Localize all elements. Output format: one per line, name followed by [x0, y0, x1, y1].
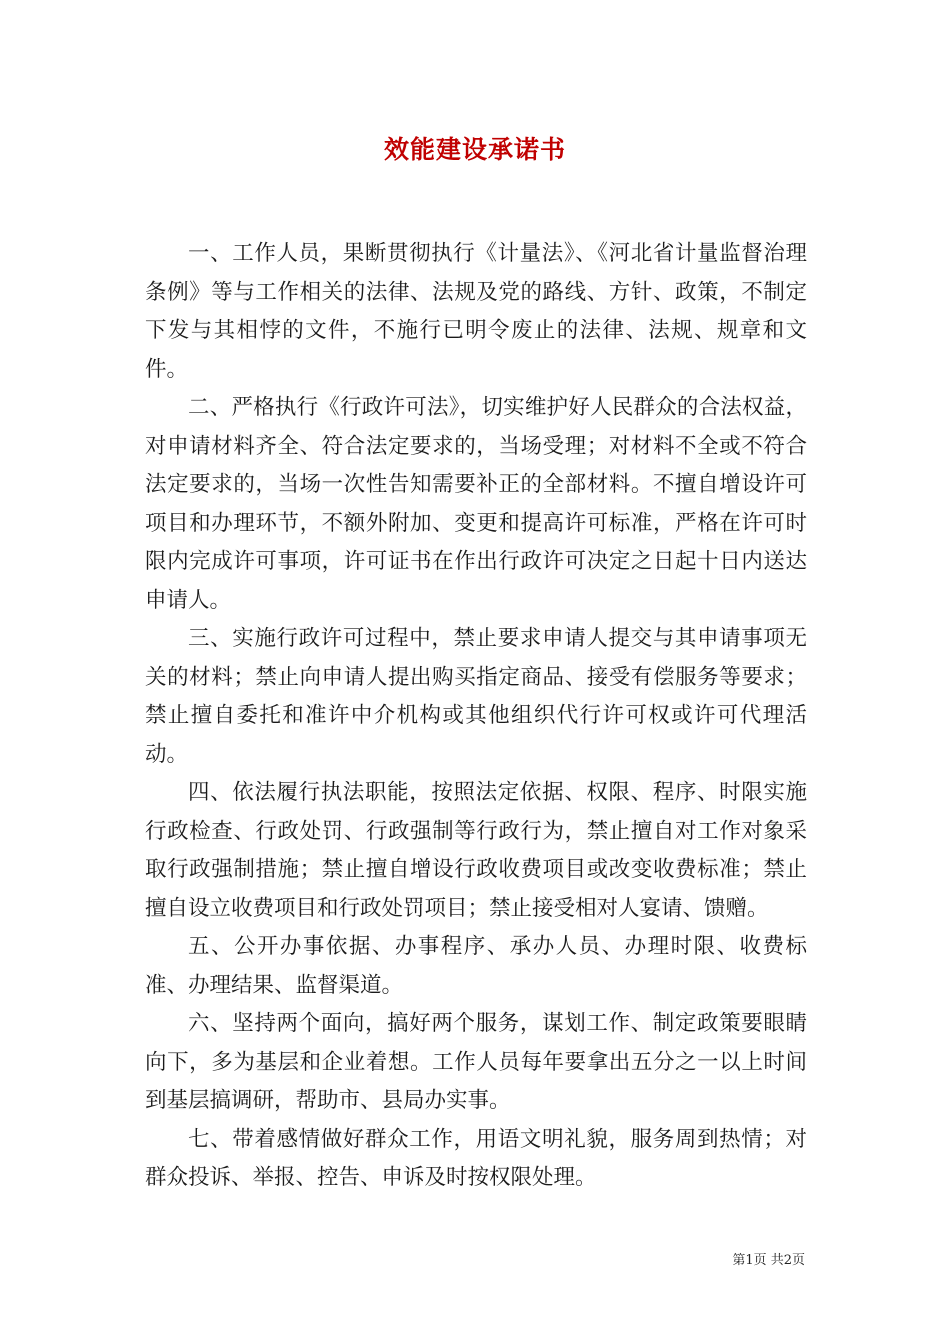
paragraph-2: 二、严格执行《行政许可法》，切实维护好人民群众的合法权益，对申请材料齐全、符合法定要求的，当场受理；对材料不全或不符合法定要求的，当场一次性告知需要补正的全部材料。不擅自增设许可项目和办理环节，不额外附加、变更和提高许可标准，严格在许可时限内完成许可事项，许可证书在作出行政许可决定之日起十日内送达申请人。: [145, 395, 807, 613]
paragraph-4: 四、依法履行执法职能，按照法定依据、权限、程序、时限实施行政检查、行政处罚、行政强制等行政行为，禁止擅自对工作对象采取行政强制措施；禁止擅自增设行政收费项目或改变收费标准；禁止擅自设立收费项目和行政处罚项目；禁止接受相对人宴请、馈赠。: [145, 780, 807, 921]
page-number: 第1页 共2页: [732, 1253, 805, 1268]
paragraph-1: 一、工作人员，果断贯彻执行《计量法》、《河北省计量监督治理条例》等与工作相关的法律、法规及党的路线、方针、政策，不制定下发与其相悖的文件，不施行已明令废止的法律、法规、规章和文件。: [145, 241, 807, 382]
paragraph-5: 五、公开办事依据、办事程序、承办人员、办理时限、收费标准、办理结果、监督渠道。: [145, 934, 807, 998]
paragraph-3: 三、实施行政许可过程中，禁止要求申请人提交与其申请事项无关的材料；禁止向申请人提出购买指定商品、接受有偿服务等要求；禁止擅自委托和准许中介机构或其他组织代行许可权或许可代理活动。: [145, 626, 807, 767]
paragraph-7: 七、带着感情做好群众工作，用语文明礼貌，服务周到热情；对群众投诉、举报、控告、申诉及时按权限处理。: [145, 1126, 807, 1190]
document-title: 效能建设承诺书: [383, 135, 566, 164]
document-body: [145, 235, 807, 1198]
paragraph-6: 六、坚持两个面向，搞好两个服务，谋划工作、制定政策要眼睛向下，多为基层和企业着想。工作人员每年要拿出五分之一以上时间到基层搞调研，帮助市、县局办实事。: [145, 1011, 807, 1113]
